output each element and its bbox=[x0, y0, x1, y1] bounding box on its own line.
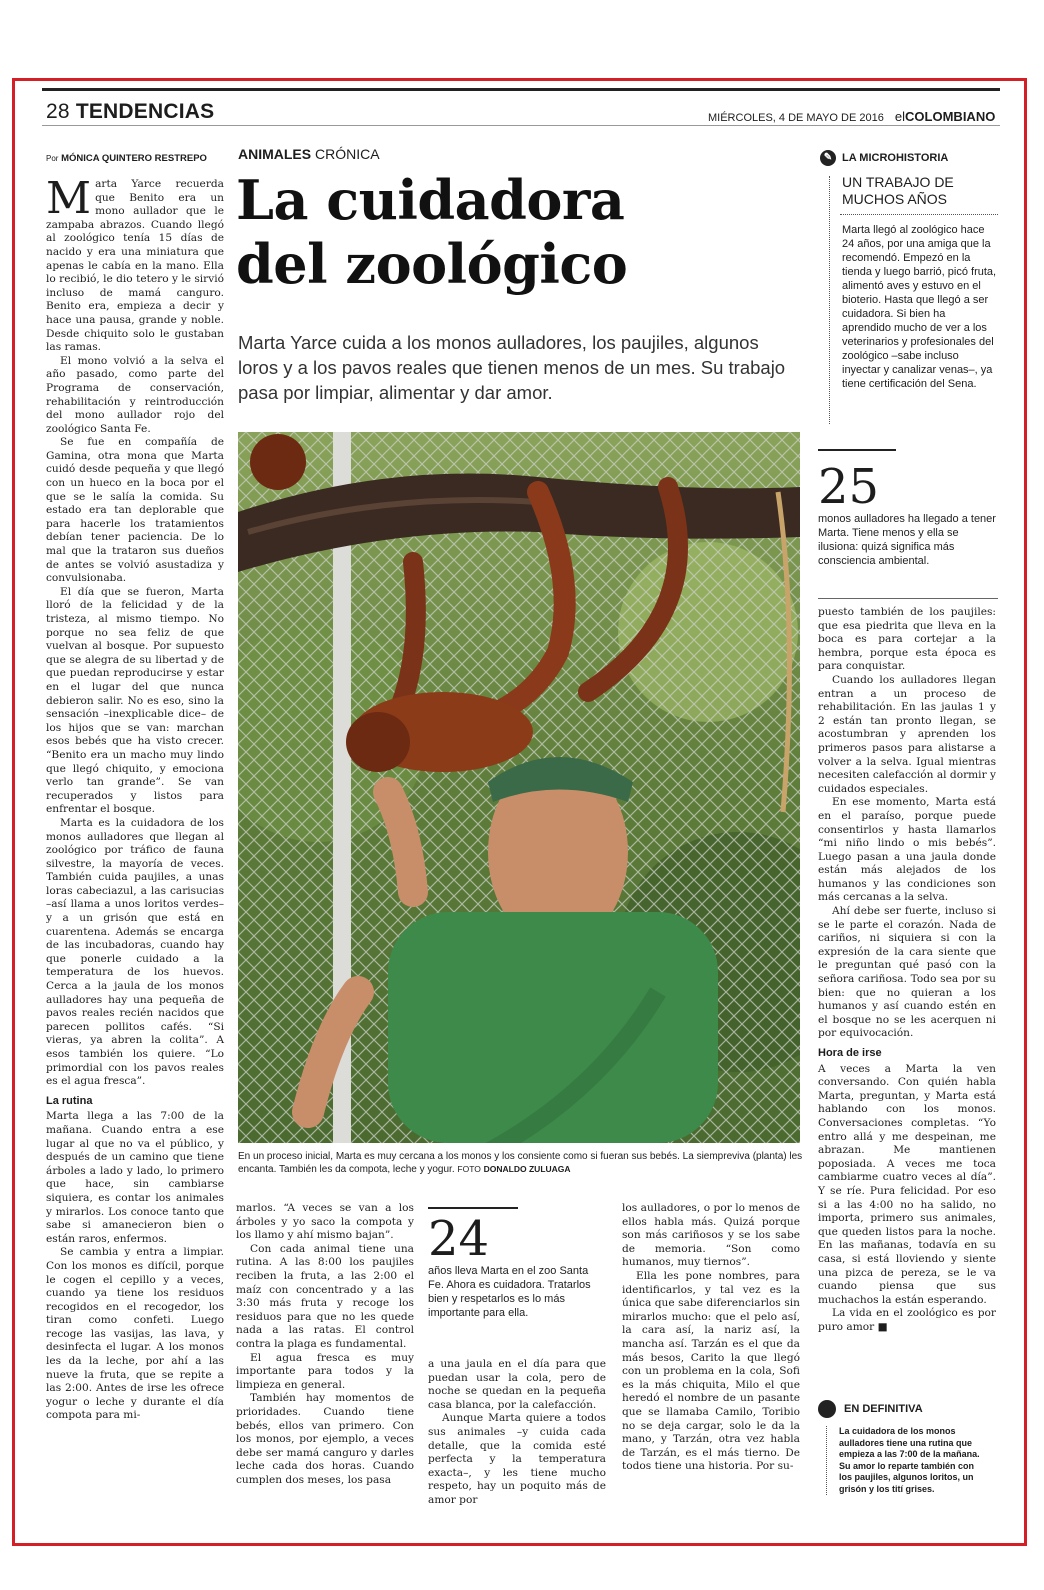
page-number: 28 bbox=[46, 100, 70, 123]
paragraph: El día que se fueron, Marta lloró de la felicidad y de la tristeza, al mismo tiempo. No porque no sea feliz de que vuelvan al bosque. Por supuesto que se alegra de su libertad y de que puedan reproducirse y estar en el lugar del que nunca debieron salir. No es eso, sino la sensación –inexplicable dice– de los hijos que se van: marchan esos bebés que ha visto crecer. “Benito era un macho muy lindo que llegó chiquito, y emociona verlo tan grande”. Se van recuperados y listos para enfrentar el bosque. bbox=[46, 585, 224, 816]
paragraph: También hay momentos de prioridades. Cuando tiene bebés, ellos van primero. Con los monos, por ejemplo, a veces debe ser mamá canguro y darles leche cada dos horas. Cuando cumplen dos meses, los pasa bbox=[236, 1392, 414, 1486]
subheading-hora-de-irse: Hora de irse bbox=[818, 1047, 882, 1059]
subheading-rutina: La rutina bbox=[46, 1094, 93, 1107]
paragraph: Aunque Marta quiere a todos sus animales –y cuida cada detalle, que la comida esté perfecta y la temperatura exacta–, y les tiene mucho respeto, hay un poquito más de amor por bbox=[428, 1412, 606, 1506]
microhistoria-divider bbox=[840, 214, 998, 215]
kicker bbox=[238, 146, 380, 162]
stat-25-underline bbox=[818, 598, 998, 599]
en-definitiva-box bbox=[818, 1400, 998, 1495]
microhistoria-body: Marta llegó al zoológico hace 24 años, por una amiga que la recomendó. Empezó en la tienda y luego barrió, picó fruta, alimentó aves y estuvo en el bioterio. Hasta que llegó a ser cuidadora. Si bien ha aprendido mucho de ver a los veterinarios y profesionales del zoológico –sabe incluso inyectar y canalizar venas–, ya tiene certificación del Sena. bbox=[842, 224, 997, 390]
paragraph bbox=[46, 173, 224, 355]
header-rule bbox=[42, 88, 1000, 91]
paragraph: Cuando los aulladores llegan entran a un proceso de rehabilitación. En las jaulas 1 y 2 están tan pronto llegan, se acostumbran y aprenden los primeros pasos para alistarse a volver a la selva. Igual mientras necesiten calefacción al dormir y cuidados especiales. bbox=[818, 673, 996, 795]
photo-credit-label: FOTO bbox=[457, 1164, 481, 1174]
paragraph: Ella les pone nombres, para identificarlos, y tal vez es la única que sabe diferenciarlos sin mirarlos mucho: que el pelo así, la cara así, la nariz así, la mancha así. Tarzán es el que da más besos, Carito la que llegó con un problema en la cola, Sofi es la más chiquita, Milo el que heredó el nombre de un pasante que se llamaba Camilo, Toribio no se deja cargar, solo le da la mano, y Tarzán, otra vez habla de Tarzán, es el más tierno. De todos tiene una historia. Por su- bbox=[622, 1269, 800, 1473]
article-column-5 bbox=[818, 606, 996, 1334]
microhistoria-box bbox=[820, 150, 1000, 391]
paragraph: Con cada animal tiene una rutina. A las 8:00 los paujiles reciben la fruta, a las 2:00 el maíz con concentrado y a las 3:30 más fruta y recoge los residuos para que no les quede nada a las ratas. El control contra la plaga es fundamental. bbox=[236, 1242, 414, 1350]
drop-cap: M bbox=[46, 173, 92, 224]
photo-illustration bbox=[238, 432, 800, 1143]
kicker-topic: ANIMALES bbox=[238, 146, 312, 162]
caption-text: En un proceso inicial, Marta es muy cercana a los monos y los consiente como si fueran sus bebés. La siempreviva (planta) les encanta. También les da compota, leche y yogur. bbox=[238, 1151, 803, 1175]
paragraph: Marta llega a las 7:00 de la mañana. Cuando entra a ese lugar al que no va el público, y después de un camino que tiene árboles a lado y lado, lo primero que hace, sin cambiarse siquiera, es contar los animales y mirarlos. Los conoce tanto que sabe si amanecieron bien o están raros, enfermos. bbox=[46, 1110, 224, 1245]
kicker-genre: CRÓNICA bbox=[315, 146, 380, 162]
paragraph: El mono volvió a la selva el año pasado, como parte del Programa de conservación, rehabilitación y reintroducción del mono aullador rojo del zoológico Santa Fe. bbox=[46, 354, 224, 435]
photo-caption bbox=[238, 1150, 803, 1176]
paragraph: puesto también de los paujiles: que esa piedrita que lleva en la boca es para cortejar a la hembra, porque esta época es para conquistar. bbox=[818, 606, 996, 673]
paragraph: A veces a Marta la ven conversando. Con quién habla Marta, preguntan, y Marta está hablando con los monos. Conversaciones completas. “Yo entro allá y me despeinan, me abrazan. Me mantienen poposiada. A veces me toca cambiarme cuatro veces al día”. Y se ríe. Pura felicidad. Por eso si a las 4:00 no ha salido, no importa, primero sus animales, que queden listos para la noche. En las mañanas, todavía en su casa, si está lloviendo y siente una pizca de pereza, se le va cuando piensa que sus muchachos la están esperando. bbox=[818, 1062, 996, 1306]
paragraph: Marta es la cuidadora de los monos aulladores que llegan al zoológico por tráfico de fauna silvestre, la mayoría de veces. También cuida paujiles, a unas loras cabeciazul, a las carisucias –así llama a unos loritos verdes– y a un grisón que está en cuarentena. Además se encarga de las incubadoras, cuando hay que ponerle cuidado a la temperatura de los huevos. Cerca a la jaula de los monos aulladores hay una pequeña de pavos reales recién nacidos que parecen pollitos cafés. “Si vieras, ya abren la colita”. A esos también los quiere. “Lo primordial con los pavos reales es el agua fresca”. bbox=[46, 816, 224, 1088]
headline bbox=[236, 168, 806, 296]
stat-24-number: 24 bbox=[428, 1211, 490, 1267]
stat-25-text: monos aulladores ha llegado a tener Marta. Tiene menos y ella se ilusiona: quizá significa más consciencia ambiental. bbox=[818, 513, 996, 567]
article-column-3 bbox=[428, 1358, 606, 1508]
article-column-4 bbox=[622, 1202, 800, 1474]
brand-prefix: el bbox=[894, 109, 906, 124]
byline-prefix: Por bbox=[46, 154, 59, 163]
paragraph: a una jaula en el día para que puedan usar la cola, pero de noche se quedan en la pequeña casa blanca, por la calefacción. bbox=[428, 1358, 606, 1411]
paragraph: El agua fresca es muy importante para todos y la limpieza en general. bbox=[236, 1351, 414, 1391]
microhistoria-label-row bbox=[820, 150, 1000, 166]
en-definitiva-label: EN DEFINITIVA bbox=[844, 1402, 923, 1415]
article-column-2 bbox=[236, 1202, 414, 1487]
microhistoria-title: UN TRABAJO DE MUCHOS AÑOS bbox=[842, 174, 954, 207]
article-photo bbox=[238, 432, 800, 1143]
book-icon: ✎ bbox=[820, 150, 836, 166]
headline-line-1: La cuidadora bbox=[236, 168, 625, 232]
issue-date: MIÉRCOLES, 4 DE MAYO DE 2016 bbox=[708, 112, 884, 124]
photo-credit-name: DONALDO ZULUAGA bbox=[483, 1164, 571, 1174]
microhistoria-label: LA MICROHISTORIA bbox=[842, 151, 949, 164]
byline-author: MÓNICA QUINTERO RESTREPO bbox=[61, 153, 207, 164]
paragraph-text: arta Yarce recuerda que Benito era un mono aullador que le zampaba abrazos. Cuando llegó al zoológico tenía 15 días de nacido y era una miniatura que apenas le cabía en la mano. Ella lo recibió, le dio tetero y le sirvió incluso de mamá canguro. Benito era, empieza a decir y hace una pausa, grande y noble. Desde chiquito solo le gustaban las ramas. bbox=[46, 178, 224, 354]
paragraph: Se cambia y entra a limpiar. Con los monos es difícil, porque le cogen el cepillo y a veces, cuando ya tiene los residuos recogidos en el recogedor, los tiran como confeti. Luego recoge las vasijas, las lava, y desinfecta el lugar. A los monos les da la leche, por ahí a las nueve la fruta, que se repite a las 2:00. Antes de irse les ofrece yogur o leche y durante el día compota para mi- bbox=[46, 1246, 224, 1422]
headline-line-2: del zoológico bbox=[236, 232, 628, 296]
stat-24-box bbox=[428, 1211, 606, 1320]
en-definitiva-label-row bbox=[818, 1400, 998, 1418]
paragraph: En ese momento, Marta está en el paraíso, porque puede consentirlos y hasta llamarlos “mi niño lindo o mis bebés”. Luego pasan a una jaula donde están más alejados de los humanos y las condiciones son más cercanas a la selva. bbox=[818, 796, 996, 904]
en-definitiva-body: La cuidadora de los monos aulladores tiene una rutina que empieza a las 7:00 de la mañana. Su amor lo reparte también con los paujiles, algunos loritos, un grisón y los tití grises. bbox=[826, 1426, 989, 1495]
stat-24-text: años lleva Marta en el zoo Santa Fe. Ahora es cuidadora. Tratarlos bien y respetarlos es lo más importante para ella. bbox=[428, 1265, 591, 1319]
paragraph: los aulladores, o por lo menos de ellos habla más. Quizá porque son más cariñosos y se los sabe de memoria. “Son como humanos, muy tiernos”. bbox=[622, 1202, 800, 1269]
article-column-1 bbox=[46, 173, 224, 1423]
brand-name: COLOMBIANO bbox=[905, 109, 996, 124]
header-underline bbox=[42, 125, 1000, 126]
stat-rule bbox=[428, 1207, 518, 1209]
paragraph: Ahí debe ser fuerte, incluso si se le parte el corazón. Nada de cariños, ni siquiera si con la expresión de la cara siente que le preguntan qué pasó con la señora cariñosa. Todo sea por su bien: que no quieran a los humanos y así cuando estén en el bosque no se les acerquen ni por equivocación. bbox=[818, 905, 996, 1040]
paragraph: La vida en el zoológico es por puro amor ■ bbox=[818, 1307, 996, 1333]
summary-icon bbox=[818, 1400, 836, 1418]
stat-25-number: 25 bbox=[818, 459, 880, 515]
microhistoria-side-rule bbox=[829, 176, 830, 424]
paragraph: marlos. “A veces se van a los árboles y yo saco la compota y los llamo y ahí mismo bajan”. bbox=[236, 1202, 414, 1242]
dateline bbox=[708, 109, 995, 124]
byline bbox=[46, 153, 207, 164]
section-name: TENDENCIAS bbox=[75, 100, 215, 123]
deck: Marta Yarce cuida a los monos aulladores, los paujiles, algunos loros y a los pavos reales que tienen menos de un mes. Su trabajo pasa por limpiar, alimentar y dar amor. bbox=[238, 332, 786, 403]
stat-rule bbox=[818, 449, 896, 451]
newspaper-brand bbox=[895, 109, 995, 124]
paragraph: Se fue en compañía de Gamina, otra mona que Marta cuidó desde pequeña y que llegó con un hueco en la boca por el que se le salía la comida. Su estado era tan deplorable que para hacerle los tratamientos debían tener paciencia. De lo mal que la trataron sus dueños de antes se volvió asustadiza y convulsionaba. bbox=[46, 436, 224, 585]
section-header bbox=[46, 100, 214, 124]
stat-25-box bbox=[818, 459, 998, 568]
